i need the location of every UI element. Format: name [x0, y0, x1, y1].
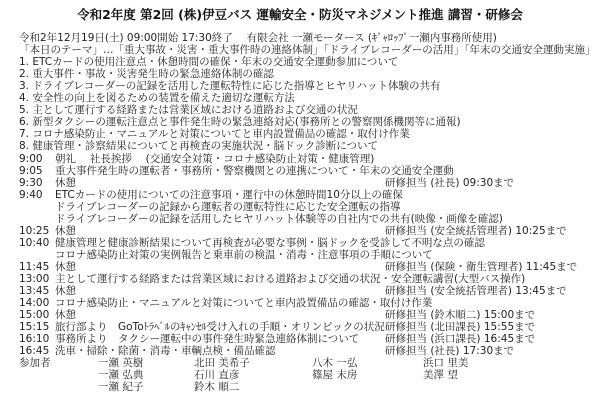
topic-row [19, 80, 441, 92]
schedule-note: 研修担当 (安全統括管理者) 13:45まで [385, 285, 567, 298]
schedule-text: 休憩 [55, 285, 76, 298]
topic-row [19, 128, 410, 140]
participant-name: 一瀬 英樹 [98, 357, 144, 370]
topic-row [19, 140, 378, 152]
schedule-time: 9:40 [19, 188, 43, 201]
schedule-text: ドライブレコーダーの記録を活用したヒヤリハット体験等の自社内での共有(映像・画像を確認) [55, 212, 503, 225]
schedule-note: 研修担当 (鈴木順二) 15:00まで [385, 309, 536, 322]
topic-item: 6. 新型タクシーの運転注意点と事件発生時の緊急連絡対応(事務所との警察関係機関等に通報) [19, 116, 461, 129]
topic-row [19, 92, 295, 104]
schedule-text: 旅行部より GoToﾄﾗﾍﾞﾙのｷｬﾝｾﾙ受け入れの手順・オリンピックの状況 [55, 321, 385, 334]
topic-item: 3. ドライブレコーダーの記録を活用した運転特性に応じた指導とヒヤリハット体験の共有 [19, 80, 441, 93]
header-row [19, 44, 595, 56]
schedule-text: コロナ感染防止対策の実例報告と乗車前の検温・消毒・注意事項の手順について [55, 248, 433, 261]
schedule-note: 研修担当 (社長) 09:30まで [385, 176, 515, 189]
schedule-time: 9:30 [19, 176, 43, 189]
schedule-note: 研修担当 (保険・衛生管理者) 11:45まで [385, 260, 578, 273]
topic-row [19, 104, 358, 116]
participant-name: 鈴木 順二 [194, 381, 240, 394]
schedule-time: 13:00 [19, 273, 50, 285]
schedule-time: 15:00 [19, 309, 50, 322]
header-line: 令和2年12月19日(土) 09:00開始 17:30終了 有限会社 一瀬モータース (ｷﾞｬﾛｯﾌﾟ一瀬内事務所使用) [19, 32, 497, 44]
schedule-text: ETCカードの使用についての注意事項・運行中の休憩時間10分以上の確保 [55, 188, 403, 201]
schedule-time: 10:40 [19, 236, 50, 249]
topic-row [19, 56, 398, 68]
schedule-time: 14:00 [19, 297, 50, 310]
participant-name: 北田 美希子 [194, 357, 250, 370]
schedule-text: 主として運行する経路または営業区域における道路および交通の状況・安全運転講習(大型バス操作) [55, 273, 526, 285]
schedule-time: 13:45 [19, 285, 50, 298]
topic-item: 7. コロナ感染防止・マニュアルと対策についてと車内設置備品の確認・取付け作業 [19, 128, 410, 141]
schedule-time: 9:00 [19, 152, 43, 165]
schedule-text: コロナ感染防止・マニュアルと対策についてと車内設置備品の確認・取付け作業 [55, 297, 433, 310]
schedule-note: 研修担当 (北田課長) 15:55まで [385, 321, 536, 334]
header-row [19, 32, 497, 44]
schedule-text: 休憩 [55, 176, 76, 189]
schedule-note: 研修担当 (社長) 17:30まで [385, 345, 515, 358]
participant-name: 石川 直彦 [194, 369, 240, 382]
participants-label: 参加者 [19, 357, 51, 370]
document-title: 令和2年度 第2回 (株)伊豆バス 運輸安全・防災マネジメント推進 講習・研修会 [77, 7, 523, 22]
schedule-time: 16:45 [19, 345, 50, 358]
schedule-text: 事務所より タクシー運転中の事件発生時緊急連絡体制について [55, 333, 360, 346]
schedule-note: 研修担当 (浜口課長) 16:45まで [385, 333, 536, 346]
participant-name: 篠屋 末房 [312, 369, 358, 382]
participant-name: 浜口 里美 [423, 357, 469, 370]
topic-item: 2. 重大事件・事故・災害発生時の緊急連絡体制の確認 [19, 68, 274, 81]
topic-row [19, 68, 274, 80]
schedule-text: 休憩 [55, 309, 76, 322]
schedule-text: 健康管理と健康診断結果について再検査が必要な事例・脳ドックを受診して不明な点の確認 [55, 236, 485, 249]
schedule-text: 朝礼 社長挨拶 (交通安全対策・コロナ感染防止対策・健康管理) [55, 152, 375, 165]
schedule-time: 11:45 [19, 260, 50, 273]
topic-row [19, 116, 461, 128]
participant-name: 八木 一弘 [312, 357, 358, 370]
schedule-time: 15:15 [19, 321, 50, 334]
schedule-note: 研修担当 (安全統括管理者) 10:25まで [385, 224, 567, 237]
schedule-text: 休憩 [55, 260, 76, 273]
topic-item: 5. 主として運行する経路または営業区域における道路および交通の状況 [19, 104, 358, 117]
participant-name: 美澤 望 [423, 369, 458, 382]
schedule-time: 9:05 [19, 164, 43, 177]
schedule-text: 重大事件発生時の運転者・事務所・警察機関との連携について・年末の交通安全運動 [55, 164, 454, 177]
schedule-text: ドライブレコーダーの記録から運転者の運転特性に応じた安全運転の指導 [55, 200, 401, 213]
schedule-time: 10:25 [19, 224, 50, 237]
schedule-text: 休憩 [55, 224, 76, 237]
topic-item: 4. 安全性の向上を図るための装置を備えた適切な運転方法 [19, 92, 295, 105]
participant-name: 一瀬 弘典 [98, 369, 144, 382]
schedule-text: 洗車・掃除・除菌・消毒・車輌点検・備品確認 [55, 345, 276, 358]
header-line: 「本日のテーマ」…「重大事故・災害・重大事件時の連絡体制」「ドライブレコーダーの活用」「年末の交通安全運動実施」 [19, 44, 596, 57]
topic-item: 8. 健康管理・診察結果についてと再検査の実施状況・脳ドック診断について [19, 140, 379, 153]
topic-item: 1. ETCカードの使用注意点・休憩時間の確保・年末の交通安全運動参加について [19, 56, 399, 69]
participant-name: 一瀬 紀子 [98, 381, 144, 394]
schedule-time: 16:10 [19, 333, 50, 346]
